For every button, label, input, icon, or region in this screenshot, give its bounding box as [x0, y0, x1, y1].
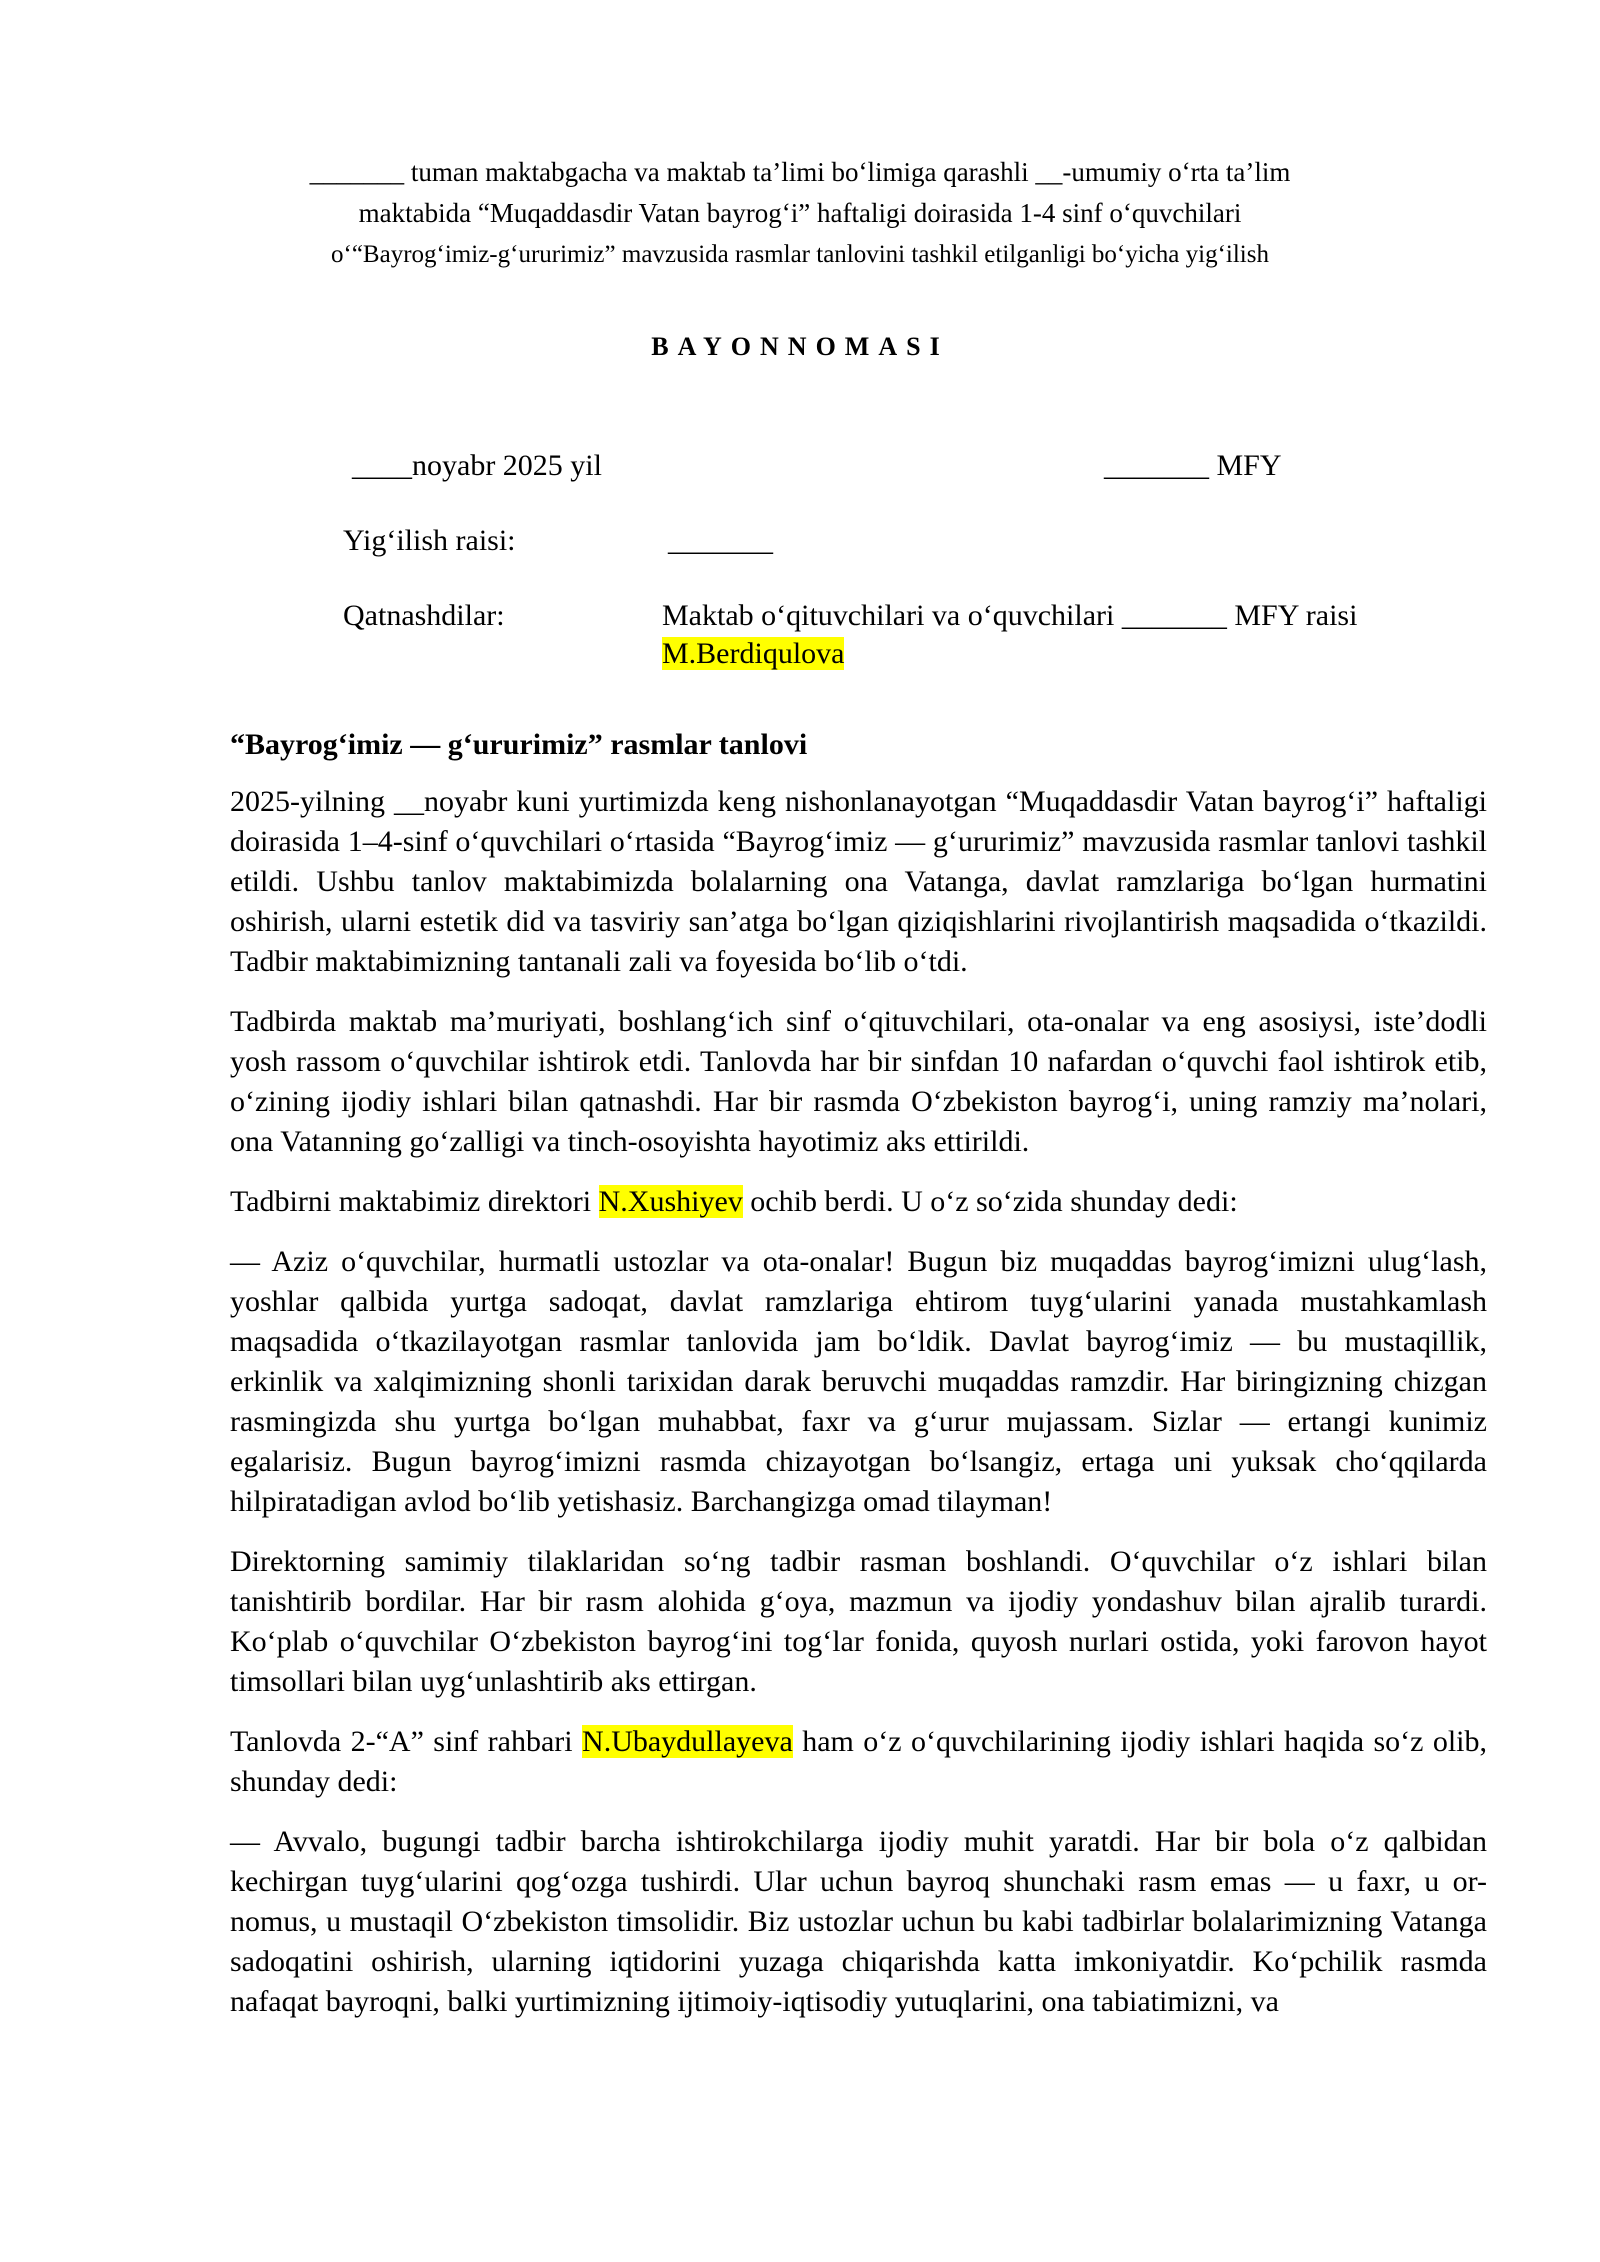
paragraph-3-start: Tadbirni maktabimiz direktori: [230, 1185, 599, 1218]
paragraph-3: [230, 1182, 1487, 1222]
paragraph-4: — Aziz o‘quvchilar, hurmatli ustozlar va ota-onalar! Bugun biz muqaddas bayrog‘imizni ulug‘lash, yoshlar qalbida yurtga sadoqat, davlat ramzlariga ehtirom tuyg‘ularini yanada mustahkamlash maqsadida o‘tkazilayotgan rasmlar tanlovida jam bo‘ldik. Davlat bayrog‘imiz — bu mustaqillik, erkinlik va xalqimizning shonli tarixidan darak beruvchi muqaddas ramzdir. Har biringizning chizgan rasmingizda shu yurtga bo‘lgan muhabbat, faxr va g‘urur mujassam. Sizlar — ertangi kunimiz egalarisiz. Bugun bayrog‘imizni rasmda chizayotgan bo‘lsangiz, ertaga uni yuksak cho‘qqilarda hilpiratadigan avlod bo‘lib yetishasiz. Barchangizga omad tilayman!: [230, 1245, 1487, 1518]
paragraph-6-start: Tanlovda 2-“A” sinf rahbari: [230, 1725, 583, 1758]
header-line-2: maktabida “Muqaddasdir Vatan bayrog‘i” haftaligi doirasida 1-4 sinf o‘quvchilari: [358, 198, 1242, 228]
mfy-name: _______ MFY: [1104, 449, 1282, 482]
paragraph-6-end: ham o‘z o‘quvchilarining ijodiy ishlari haqida so‘z olib, shunday dedi:: [230, 1725, 1487, 1798]
paragraph-3-end: ochib berdi. U o‘z so‘zida shunday dedi:: [742, 1185, 1238, 1218]
document-body: [230, 782, 1487, 2042]
document-header: [230, 152, 1370, 275]
section-heading: “Bayrog‘imiz — g‘ururimiz” rasmlar tanlovi: [230, 728, 808, 761]
paragraph-5: Direktorning samimiy tilaklaridan so‘ng tadbir rasman boshlandi. O‘quvchilar o‘z ishlari bilan tanishtirib bordilar. Har bir rasm alohida g‘oya, mazmun va ijodiy yondashuv bilan ajralib turardi. Ko‘plab o‘quvchilar O‘zbekiston bayrog‘ini tog‘lar fonida, quyosh nurlari ostida, yoki farovon hayot timsollari bilan uyg‘unlashtirib aks ettirgan.: [230, 1545, 1487, 1698]
paragraph-1: 2025-yilning __noyabr kuni yurtimizda keng nishonlanayotgan “Muqaddasdir Vatan bayrog‘i” haftaligi doirasida 1–4-sinf o‘quvchilari o‘rtasida “Bayrog‘imiz — g‘ururimiz” mavzusida rasmlar tanlovi tashkil etildi. Ushbu tanlov maktabimizda bolalarning ona Vatanga, davlat ramzlariga bo‘lgan hurmatini oshirish, ularni estetik did va tasviriy san’atga bo‘lgan qiziqishlarini rivojlantirish maqsadida o‘tkazildi. Tadbir maktabimizning tantanali zali va foyesida bo‘lib o‘tdi.: [230, 785, 1487, 978]
participants-text: Maktab o‘qituvchilari va o‘quvchilari _______ MFY raisi: [662, 599, 1358, 632]
header-line-3: o‘“Bayrog‘imiz-g‘ururimiz” mavzusida rasmlar tanlovini tashkil etilganligi bo‘yicha yig‘ilish: [331, 241, 1269, 268]
paragraph-6: [230, 1722, 1487, 1802]
chair-label: Yig‘ilish raisi:: [343, 524, 516, 557]
teacher-name-highlight: N.Ubaydullayeva: [582, 1725, 793, 1758]
participants-label: Qatnashdilar:: [343, 599, 505, 632]
paragraph-7: — Avvalo, bugungi tadbir barcha ishtirokchilarga ijodiy muhit yaratdi. Har bir bola o‘z qalbidan kechirgan tuyg‘ularini qog‘ozga tushirdi. Ular uchun bayroq shunchaki rasm emas — u faxr, u or-nomus, u mustaqil O‘zbekiston timsolidir. Biz ustozlar uchun bu kabi tadbirlar bolalarimizning Vatanga sadoqatini oshirish, ularning iqtidorini yuzaga chiqarishda katta imkoniyatdir. Ko‘pchilik rasmda nafaqat bayroqni, balki yurtimizning ijtimoiy-iqtisodiy yutuqlarini, ona tabiatimizni, va: [230, 1825, 1487, 2018]
paragraph-2: Tadbirda maktab ma’muriyati, boshlang‘ich sinf o‘qituvchilari, ota-onalar va eng asosiysi, iste’dodli yosh rassom o‘quvchilar ishtirok etdi. Tanlovda har bir sinfdan 10 nafardan o‘quvchi faol ishtirok etib, o‘zining ijodiy ishlari bilan qatnashdi. Har bir rasmda O‘zbekiston bayrog‘i, uning ramziy ma’nolari, ona Vatanning go‘zalligi va tinch-osoyishta hayotimiz aks ettirildi.: [230, 1005, 1487, 1158]
participants-value: [662, 597, 1357, 673]
chair-value: _______: [668, 524, 773, 557]
participants-name-highlight: M.Berdiqulova: [662, 637, 845, 670]
document-title: BAYONNOMASI: [651, 332, 949, 361]
header-line-1: _______ tuman maktabgacha va maktab ta’limi bo‘limiga qarashli __-umumiy o‘rta ta’lim: [309, 157, 1291, 187]
director-name-highlight: N.Xushiyev: [598, 1185, 743, 1218]
meeting-date: ____noyabr 2025 yil: [352, 449, 602, 482]
